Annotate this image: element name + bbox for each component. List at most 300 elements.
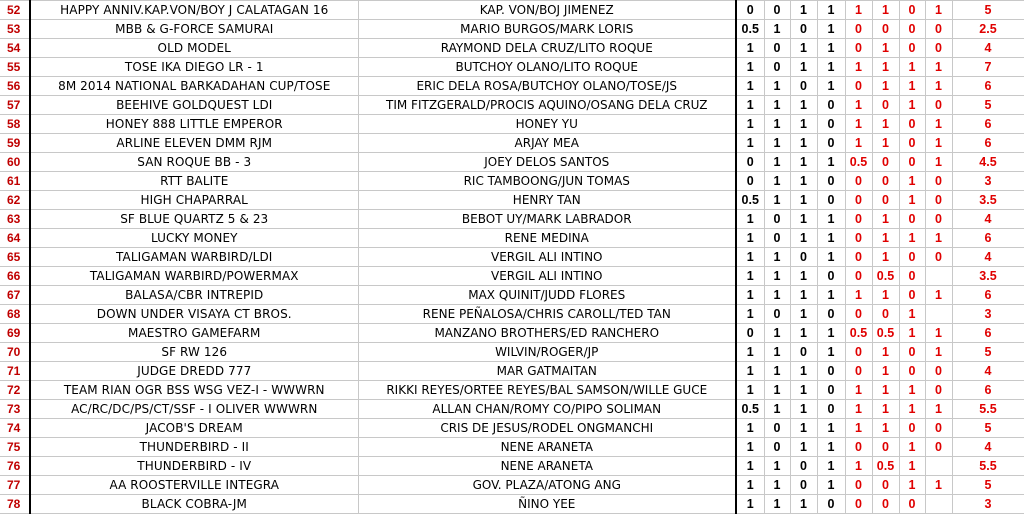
fight-result-7: 1 <box>899 172 925 191</box>
fight-result-5: 0 <box>845 248 872 267</box>
fight-result-5: 0 <box>845 210 872 229</box>
row-number: 67 <box>0 286 30 305</box>
table-row <box>0 96 1024 115</box>
fight-result-4: 1 <box>817 248 845 267</box>
fight-result-3: 0 <box>790 343 817 362</box>
fight-result-3: 1 <box>790 153 817 172</box>
table-row <box>0 20 1024 39</box>
owner-name: BEBOT UY/MARK LABRADOR <box>358 210 736 229</box>
entry-name: TEAM RIAN OGR BSS WSG VEZ-I - WWWRN <box>30 381 358 400</box>
fight-result-8: 1 <box>925 134 952 153</box>
fight-result-6: 1 <box>872 39 899 58</box>
fight-result-6: 1 <box>872 419 899 438</box>
fight-result-1: 1 <box>736 476 764 495</box>
table-row <box>0 438 1024 457</box>
total-score: 4.5 <box>952 153 1024 172</box>
owner-name: TIM FITZGERALD/PROCIS AQUINO/OSANG DELA CRUZ <box>358 96 736 115</box>
owner-name: MANZANO BROTHERS/ED RANCHERO <box>358 324 736 343</box>
fight-result-1: 1 <box>736 495 764 514</box>
fight-result-8: 0 <box>925 248 952 267</box>
fight-result-4: 1 <box>817 77 845 96</box>
fight-result-3: 0 <box>790 476 817 495</box>
fight-result-1: 0 <box>736 1 764 20</box>
fight-result-1: 1 <box>736 438 764 457</box>
owner-name: MAR GATMAITAN <box>358 362 736 381</box>
row-number: 68 <box>0 305 30 324</box>
fight-result-1: 0 <box>736 324 764 343</box>
fight-result-4: 0 <box>817 134 845 153</box>
fight-result-8 <box>925 457 952 476</box>
owner-name: RENE MEDINA <box>358 229 736 248</box>
total-score: 5 <box>952 476 1024 495</box>
fight-result-8: 0 <box>925 438 952 457</box>
fight-result-8 <box>925 305 952 324</box>
fight-result-5: 1 <box>845 115 872 134</box>
fight-result-8: 1 <box>925 229 952 248</box>
fight-result-5: 1 <box>845 419 872 438</box>
fight-result-8 <box>925 267 952 286</box>
fight-result-7: 1 <box>899 324 925 343</box>
fight-result-8 <box>925 495 952 514</box>
owner-name: KAP. VON/BOJ JIMENEZ <box>358 1 736 20</box>
owner-name: CRIS DE JESUS/RODEL ONGMANCHI <box>358 419 736 438</box>
row-number: 66 <box>0 267 30 286</box>
fight-result-6: 1 <box>872 134 899 153</box>
fight-result-8: 0 <box>925 191 952 210</box>
table-row <box>0 343 1024 362</box>
fight-result-3: 0 <box>790 457 817 476</box>
fight-result-1: 0.5 <box>736 20 764 39</box>
fight-result-1: 1 <box>736 115 764 134</box>
table-row <box>0 362 1024 381</box>
table-row <box>0 324 1024 343</box>
fight-result-2: 1 <box>764 476 790 495</box>
entry-name: AC/RC/DC/PS/CT/SSF - I OLIVER WWWRN <box>30 400 358 419</box>
entry-name: TALIGAMAN WARBIRD/POWERMAX <box>30 267 358 286</box>
fight-result-2: 1 <box>764 495 790 514</box>
table-row <box>0 153 1024 172</box>
entry-name: MBB & G-FORCE SAMURAI <box>30 20 358 39</box>
table-row <box>0 286 1024 305</box>
owner-name: WILVIN/ROGER/JP <box>358 343 736 362</box>
fight-result-3: 1 <box>790 210 817 229</box>
fight-result-1: 1 <box>736 58 764 77</box>
fight-result-5: 1 <box>845 286 872 305</box>
total-score: 3 <box>952 495 1024 514</box>
fight-result-7: 1 <box>899 476 925 495</box>
fight-result-8: 1 <box>925 1 952 20</box>
fight-result-7: 0 <box>899 115 925 134</box>
owner-name: JOEY DELOS SANTOS <box>358 153 736 172</box>
fight-result-7: 0 <box>899 495 925 514</box>
row-number: 58 <box>0 115 30 134</box>
row-number: 60 <box>0 153 30 172</box>
row-number: 72 <box>0 381 30 400</box>
owner-name: ERIC DELA ROSA/BUTCHOY OLANO/TOSE/JS <box>358 77 736 96</box>
fight-result-2: 1 <box>764 153 790 172</box>
entry-name: 8M 2014 NATIONAL BARKADAHAN CUP/TOSE <box>30 77 358 96</box>
fight-result-7: 0 <box>899 153 925 172</box>
fight-result-5: 1 <box>845 400 872 419</box>
fight-result-3: 1 <box>790 286 817 305</box>
fight-result-6: 1 <box>872 1 899 20</box>
fight-result-7: 1 <box>899 305 925 324</box>
table-row <box>0 229 1024 248</box>
owner-name: MARIO BURGOS/MARK LORIS <box>358 20 736 39</box>
fight-result-4: 1 <box>817 210 845 229</box>
fight-result-7: 0 <box>899 362 925 381</box>
fight-result-4: 0 <box>817 400 845 419</box>
total-score: 6 <box>952 115 1024 134</box>
fight-result-2: 0 <box>764 210 790 229</box>
fight-result-2: 0 <box>764 438 790 457</box>
total-score: 3 <box>952 305 1024 324</box>
row-number: 52 <box>0 1 30 20</box>
table-row <box>0 381 1024 400</box>
fight-result-8: 0 <box>925 362 952 381</box>
fight-result-5: 1 <box>845 96 872 115</box>
row-number: 62 <box>0 191 30 210</box>
fight-result-7: 1 <box>899 438 925 457</box>
fight-result-4: 1 <box>817 1 845 20</box>
fight-result-3: 1 <box>790 191 817 210</box>
fight-result-2: 1 <box>764 381 790 400</box>
fight-result-4: 1 <box>817 20 845 39</box>
fight-result-7: 1 <box>899 96 925 115</box>
fight-result-6: 0 <box>872 191 899 210</box>
fight-result-3: 1 <box>790 495 817 514</box>
fight-result-2: 1 <box>764 267 790 286</box>
fight-result-2: 1 <box>764 286 790 305</box>
table-row <box>0 495 1024 514</box>
table-row <box>0 115 1024 134</box>
entry-name: JACOB'S DREAM <box>30 419 358 438</box>
fight-result-6: 0 <box>872 438 899 457</box>
fight-result-4: 1 <box>817 286 845 305</box>
fight-result-4: 0 <box>817 267 845 286</box>
fight-result-1: 1 <box>736 362 764 381</box>
fight-result-5: 0 <box>845 20 872 39</box>
fight-result-7: 1 <box>899 381 925 400</box>
fight-result-6: 0 <box>872 305 899 324</box>
entry-name: BALASA/CBR INTREPID <box>30 286 358 305</box>
fight-result-2: 1 <box>764 362 790 381</box>
owner-name: ALLAN CHAN/ROMY CO/PIPO SOLIMAN <box>358 400 736 419</box>
fight-result-7: 0 <box>899 419 925 438</box>
fight-result-5: 1 <box>845 58 872 77</box>
row-number: 74 <box>0 419 30 438</box>
fight-result-6: 0 <box>872 172 899 191</box>
fight-result-4: 0 <box>817 381 845 400</box>
fight-result-3: 1 <box>790 134 817 153</box>
total-score: 5 <box>952 343 1024 362</box>
fight-result-3: 1 <box>790 362 817 381</box>
fight-result-2: 0 <box>764 229 790 248</box>
fight-result-6: 1 <box>872 381 899 400</box>
entry-name: THUNDERBIRD - IV <box>30 457 358 476</box>
fight-result-3: 1 <box>790 305 817 324</box>
fight-result-2: 0 <box>764 305 790 324</box>
fight-result-3: 0 <box>790 248 817 267</box>
fight-result-5: 0 <box>845 39 872 58</box>
fight-result-3: 1 <box>790 172 817 191</box>
fight-result-5: 0 <box>845 438 872 457</box>
total-score: 4 <box>952 362 1024 381</box>
fight-result-8: 0 <box>925 381 952 400</box>
fight-result-6: 0 <box>872 476 899 495</box>
fight-result-6: 0.5 <box>872 324 899 343</box>
fight-result-3: 1 <box>790 229 817 248</box>
fight-result-6: 1 <box>872 229 899 248</box>
fight-result-1: 1 <box>736 457 764 476</box>
fight-result-2: 1 <box>764 248 790 267</box>
fight-result-1: 1 <box>736 267 764 286</box>
entry-name: BLACK COBRA-JM <box>30 495 358 514</box>
row-number: 63 <box>0 210 30 229</box>
row-number: 56 <box>0 77 30 96</box>
entry-name: RTT BALITE <box>30 172 358 191</box>
fight-result-8: 1 <box>925 476 952 495</box>
fight-result-7: 0 <box>899 286 925 305</box>
fight-result-8: 0 <box>925 39 952 58</box>
fight-result-1: 1 <box>736 210 764 229</box>
fight-result-2: 1 <box>764 115 790 134</box>
fight-result-1: 1 <box>736 96 764 115</box>
entry-name: MAESTRO GAMEFARM <box>30 324 358 343</box>
table-row <box>0 39 1024 58</box>
fight-result-8: 0 <box>925 210 952 229</box>
fight-result-4: 1 <box>817 343 845 362</box>
table-row <box>0 172 1024 191</box>
fight-result-6: 1 <box>872 400 899 419</box>
table-row <box>0 210 1024 229</box>
row-number: 53 <box>0 20 30 39</box>
fight-result-2: 1 <box>764 343 790 362</box>
fight-result-4: 0 <box>817 115 845 134</box>
total-score: 5.5 <box>952 457 1024 476</box>
total-score: 4 <box>952 248 1024 267</box>
total-score: 6 <box>952 381 1024 400</box>
fight-result-7: 1 <box>899 77 925 96</box>
entry-name: ARLINE ELEVEN DMM RJM <box>30 134 358 153</box>
fight-result-2: 0 <box>764 419 790 438</box>
fight-result-8: 1 <box>925 343 952 362</box>
table-row <box>0 400 1024 419</box>
fight-result-4: 0 <box>817 191 845 210</box>
fight-result-3: 1 <box>790 381 817 400</box>
table-row <box>0 1 1024 20</box>
fight-result-6: 1 <box>872 248 899 267</box>
fight-result-4: 1 <box>817 58 845 77</box>
fight-result-3: 1 <box>790 1 817 20</box>
fight-result-7: 0 <box>899 1 925 20</box>
fight-result-4: 1 <box>817 39 845 58</box>
fight-result-4: 0 <box>817 305 845 324</box>
entry-name: BEEHIVE GOLDQUEST LDI <box>30 96 358 115</box>
row-number: 64 <box>0 229 30 248</box>
entry-name: JUDGE DREDD 777 <box>30 362 358 381</box>
fight-result-7: 1 <box>899 400 925 419</box>
fight-result-7: 1 <box>899 58 925 77</box>
fight-result-8: 1 <box>925 115 952 134</box>
fight-result-3: 0 <box>790 20 817 39</box>
fight-result-6: 1 <box>872 210 899 229</box>
table-row <box>0 191 1024 210</box>
entry-name: TOSE IKA DIEGO LR - 1 <box>30 58 358 77</box>
fight-result-2: 1 <box>764 77 790 96</box>
row-number: 73 <box>0 400 30 419</box>
fight-result-8: 1 <box>925 153 952 172</box>
fight-result-6: 0.5 <box>872 457 899 476</box>
fight-result-8: 1 <box>925 58 952 77</box>
total-score: 5.5 <box>952 400 1024 419</box>
fight-result-1: 1 <box>736 305 764 324</box>
owner-name: RAYMOND DELA CRUZ/LITO ROQUE <box>358 39 736 58</box>
fight-result-1: 0.5 <box>736 400 764 419</box>
entry-name: HONEY 888 LITTLE EMPEROR <box>30 115 358 134</box>
fight-result-1: 1 <box>736 77 764 96</box>
entry-name: LUCKY MONEY <box>30 229 358 248</box>
total-score: 7 <box>952 58 1024 77</box>
fight-result-7: 0 <box>899 20 925 39</box>
row-number: 54 <box>0 39 30 58</box>
table-row <box>0 267 1024 286</box>
owner-name: VERGIL ALI INTINO <box>358 248 736 267</box>
row-number: 55 <box>0 58 30 77</box>
fight-result-8: 1 <box>925 286 952 305</box>
fight-result-4: 0 <box>817 96 845 115</box>
fight-result-7: 0 <box>899 134 925 153</box>
fight-result-7: 0 <box>899 39 925 58</box>
owner-name: HONEY YU <box>358 115 736 134</box>
row-number: 69 <box>0 324 30 343</box>
fight-result-8: 1 <box>925 400 952 419</box>
fight-result-6: 1 <box>872 58 899 77</box>
entry-name: SF RW 126 <box>30 343 358 362</box>
owner-name: RIC TAMBOONG/JUN TOMAS <box>358 172 736 191</box>
row-number: 57 <box>0 96 30 115</box>
fight-result-5: 1 <box>845 134 872 153</box>
fight-result-2: 1 <box>764 324 790 343</box>
fight-result-4: 1 <box>817 229 845 248</box>
table-row <box>0 134 1024 153</box>
owner-name: BUTCHOY OLANO/LITO ROQUE <box>358 58 736 77</box>
fight-result-1: 0 <box>736 153 764 172</box>
fight-result-8: 1 <box>925 77 952 96</box>
entry-name: OLD MODEL <box>30 39 358 58</box>
fight-result-1: 1 <box>736 286 764 305</box>
fight-result-5: 0 <box>845 229 872 248</box>
fight-result-3: 1 <box>790 400 817 419</box>
fight-result-6: 0 <box>872 153 899 172</box>
fight-result-2: 1 <box>764 96 790 115</box>
total-score: 6 <box>952 77 1024 96</box>
fight-result-7: 0 <box>899 343 925 362</box>
fight-result-3: 1 <box>790 267 817 286</box>
fight-result-8: 1 <box>925 324 952 343</box>
entry-name: HAPPY ANNIV.KAP.VON/BOY J CALATAGAN 16 <box>30 1 358 20</box>
owner-name: RENE PEÑALOSA/CHRIS CAROLL/TED TAN <box>358 305 736 324</box>
total-score: 4 <box>952 210 1024 229</box>
fight-result-6: 0 <box>872 495 899 514</box>
fight-result-1: 1 <box>736 39 764 58</box>
fight-result-4: 1 <box>817 419 845 438</box>
fight-result-4: 0 <box>817 172 845 191</box>
table-row <box>0 77 1024 96</box>
total-score: 3.5 <box>952 191 1024 210</box>
fight-result-1: 1 <box>736 248 764 267</box>
entry-name: THUNDERBIRD - II <box>30 438 358 457</box>
fight-result-5: 0 <box>845 362 872 381</box>
table-row <box>0 58 1024 77</box>
fight-result-2: 0 <box>764 58 790 77</box>
fight-result-5: 0 <box>845 343 872 362</box>
table-row <box>0 305 1024 324</box>
fight-result-3: 0 <box>790 77 817 96</box>
entry-name: HIGH CHAPARRAL <box>30 191 358 210</box>
entry-name: DOWN UNDER VISAYA CT BROS. <box>30 305 358 324</box>
fight-result-5: 0 <box>845 476 872 495</box>
total-score: 3.5 <box>952 267 1024 286</box>
fight-result-7: 0 <box>899 267 925 286</box>
fight-result-5: 0 <box>845 77 872 96</box>
fight-result-6: 1 <box>872 286 899 305</box>
fight-result-5: 0 <box>845 172 872 191</box>
fight-result-5: 0 <box>845 267 872 286</box>
fight-result-3: 1 <box>790 324 817 343</box>
fight-result-5: 1 <box>845 457 872 476</box>
entry-name: SAN ROQUE BB - 3 <box>30 153 358 172</box>
entry-name: TALIGAMAN WARBIRD/LDI <box>30 248 358 267</box>
fight-result-7: 1 <box>899 229 925 248</box>
fight-result-4: 1 <box>817 457 845 476</box>
fight-result-1: 1 <box>736 229 764 248</box>
owner-name: NENE ARANETA <box>358 457 736 476</box>
fight-result-2: 0 <box>764 1 790 20</box>
fight-result-2: 1 <box>764 172 790 191</box>
fight-result-1: 0.5 <box>736 191 764 210</box>
table-row <box>0 419 1024 438</box>
fight-result-8: 0 <box>925 20 952 39</box>
fight-result-7: 1 <box>899 457 925 476</box>
fight-result-4: 1 <box>817 438 845 457</box>
total-score: 3 <box>952 172 1024 191</box>
fight-result-1: 1 <box>736 134 764 153</box>
owner-name: RIKKI REYES/ORTEE REYES/BAL SAMSON/WILLE GUCE <box>358 381 736 400</box>
fight-result-8: 0 <box>925 419 952 438</box>
fight-result-4: 1 <box>817 324 845 343</box>
fight-result-5: 1 <box>845 381 872 400</box>
fight-result-3: 1 <box>790 96 817 115</box>
fight-result-6: 1 <box>872 343 899 362</box>
table-row <box>0 476 1024 495</box>
fight-result-7: 1 <box>899 191 925 210</box>
fight-result-4: 0 <box>817 495 845 514</box>
table-row <box>0 248 1024 267</box>
owner-name: ARJAY MEA <box>358 134 736 153</box>
fight-result-5: 0.5 <box>845 324 872 343</box>
fight-result-4: 1 <box>817 476 845 495</box>
fight-result-2: 1 <box>764 191 790 210</box>
fight-result-2: 1 <box>764 400 790 419</box>
row-number: 65 <box>0 248 30 267</box>
fight-result-5: 0 <box>845 305 872 324</box>
fight-result-5: 0.5 <box>845 153 872 172</box>
fight-result-3: 1 <box>790 438 817 457</box>
total-score: 6 <box>952 229 1024 248</box>
fight-result-8: 0 <box>925 172 952 191</box>
owner-name: VERGIL ALI INTINO <box>358 267 736 286</box>
